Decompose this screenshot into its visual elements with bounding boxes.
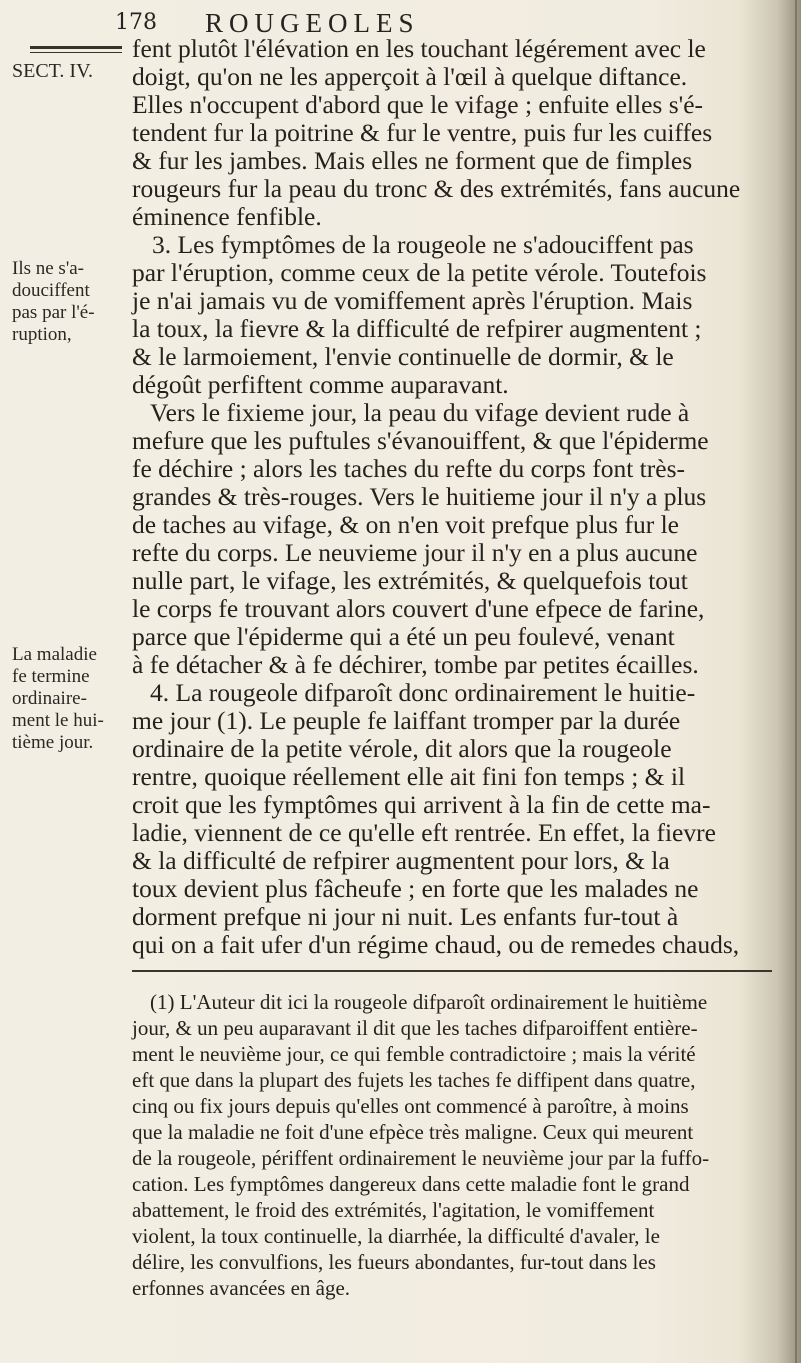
body-line: me jour (1). Le peuple fe laiffant tromper par la durée [132, 706, 681, 735]
body-line: le corps fe trouvant alors couvert d'une efpece de farine, [132, 594, 705, 623]
body-line: je n'ai jamais vu de vomiffement après l'éruption. Mais [132, 286, 693, 315]
body-line: & la difficulté de refpirer augmentent pour lors, & la [132, 846, 670, 875]
running-title: ROUGEOLES [205, 8, 420, 38]
body-line: doigt, qu'on ne les apperçoit à l'œil à quelque diftance. [132, 62, 688, 91]
page-edge-stripe [795, 0, 797, 1363]
body-line: dorment prefque ni jour ni nuit. Les enfants fur-tout à [132, 902, 679, 931]
body-line: fent plutôt l'élévation en les touchant légérement avec le [132, 34, 706, 63]
body-line: la toux, la fievre & la difficulté de refpirer augmentent ; [132, 314, 702, 343]
body-line: 4. La rougeole difparoît donc ordinairement le huitie- [150, 678, 696, 707]
footnote-line: de la rougeole, périffent ordinairement le neuvième jour par la fuffo- [132, 1146, 710, 1170]
body-line: Elles n'occupent d'abord que le vifage ; enfuite elles s'é- [132, 90, 704, 119]
body-line: parce que l'épiderme qui a été un peu foulevé, venant [132, 622, 675, 651]
body-line: mefure que les puftules s'évanouiffent, & que l'épiderme [132, 426, 709, 455]
sidenote-line: fe termine [12, 666, 90, 687]
body-line: grandes & très-rouges. Vers le huitieme jour il n'y a plus [132, 482, 707, 511]
section-rule [30, 46, 122, 49]
body-line: & fur les jambes. Mais elles ne forment que de fimples [132, 146, 693, 175]
footnote-line: délire, les convulfions, les fueurs abondantes, fur-tout dans les [132, 1250, 656, 1274]
body-line: éminence fenfible. [132, 202, 322, 231]
sidenote-line: ruption, [12, 324, 72, 345]
sidenote-termination [12, 644, 117, 754]
sidenote-eruption [12, 258, 117, 346]
footnote-line: jour, & un peu auparavant il dit que les taches difparoiffent entière- [132, 1016, 698, 1040]
body-line: ladie, viennent de ce qu'elle eft rentrée. En effet, la fievre [132, 818, 716, 847]
body-line: & le larmoiement, l'envie continuelle de dormir, & le [132, 342, 674, 371]
footnote-line: que la maladie ne foit d'une efpèce très maligne. Ceux qui meurent [132, 1120, 694, 1144]
sidenote-line: pas par l'é- [12, 302, 95, 323]
sidenote-line: La maladie [12, 644, 97, 665]
footnote-line: cation. Les fymptômes dangereux dans cette maladie font le grand [132, 1172, 690, 1196]
body-line: par l'éruption, comme ceux de la petite vérole. Toutefois [132, 258, 707, 287]
footnote-line: cinq ou fix jours depuis qu'elles ont commencé à paroître, à moins [132, 1094, 689, 1118]
body-line: qui on a fait ufer d'un régime chaud, ou de remedes chauds, [132, 930, 740, 959]
sidenote-line: ment le hui- [12, 710, 104, 731]
body-line: tendent fur la poitrine & fur le ventre, puis fur les cuiffes [132, 118, 713, 147]
body-line: ordinaire de la petite vérole, dit alors que la rougeole [132, 734, 672, 763]
body-line: croit que les fymptômes qui arrivent à la fin de cette ma- [132, 790, 711, 819]
footnote-line: ment le neuvième jour, ce qui femble contradictoire ; mais la vérité [132, 1042, 696, 1066]
body-line: Vers le fixieme jour, la peau du vifage devient rude à [150, 398, 690, 427]
sidenote-line: ordinaire- [12, 688, 87, 709]
body-line: à fe détacher & à fe déchirer, tombe par petites écailles. [132, 650, 699, 679]
page-edge-shadow [741, 0, 801, 1363]
section-rule-thin [30, 52, 122, 53]
body-line: fe déchire ; alors les taches du refte du corps font très- [132, 454, 685, 483]
footnote-line: violent, la toux continuelle, la diarrhée, la difficulté d'avaler, le [132, 1224, 660, 1248]
page-number: 178 [115, 10, 157, 35]
footnote-line: (1) L'Auteur dit ici la rougeole difparoît ordinairement le huitième [150, 990, 708, 1014]
body-line: rougeurs fur la peau du tronc & des extrémités, fans aucune [132, 174, 741, 203]
body-line: dégoût perfiftent comme auparavant. [132, 370, 509, 399]
body-line: refte du corps. Le neuvieme jour il n'y en a plus aucune [132, 538, 698, 567]
section-marker: SECT. IV. [12, 60, 93, 82]
footnote-line: abattement, le froid des extrémités, l'agitation, le vomiffement [132, 1198, 655, 1222]
body-line: de taches au vifage, & on n'en voit prefque plus fur le [132, 510, 679, 539]
footnote-rule [132, 970, 772, 972]
body-line: rentre, quoique réellement elle ait fini fon temps ; & il [132, 762, 686, 791]
body-line: 3. Les fymptômes de la rougeole ne s'adouciffent pas [152, 230, 694, 259]
sidenote-line: Ils ne s'a- [12, 258, 85, 279]
footnote-line: eft que dans la plupart des fujets les taches fe diffipent dans quatre, [132, 1068, 696, 1092]
sidenote-line: tième jour. [12, 732, 94, 753]
sidenote-line: douciffent [12, 280, 90, 301]
footnote-line: erfonnes avancées en âge. [132, 1276, 351, 1300]
body-line: nulle part, le vifage, les extrémités, & quelquefois tout [132, 566, 688, 595]
body-line: toux devient plus fâcheufe ; en forte que les malades ne [132, 874, 699, 903]
